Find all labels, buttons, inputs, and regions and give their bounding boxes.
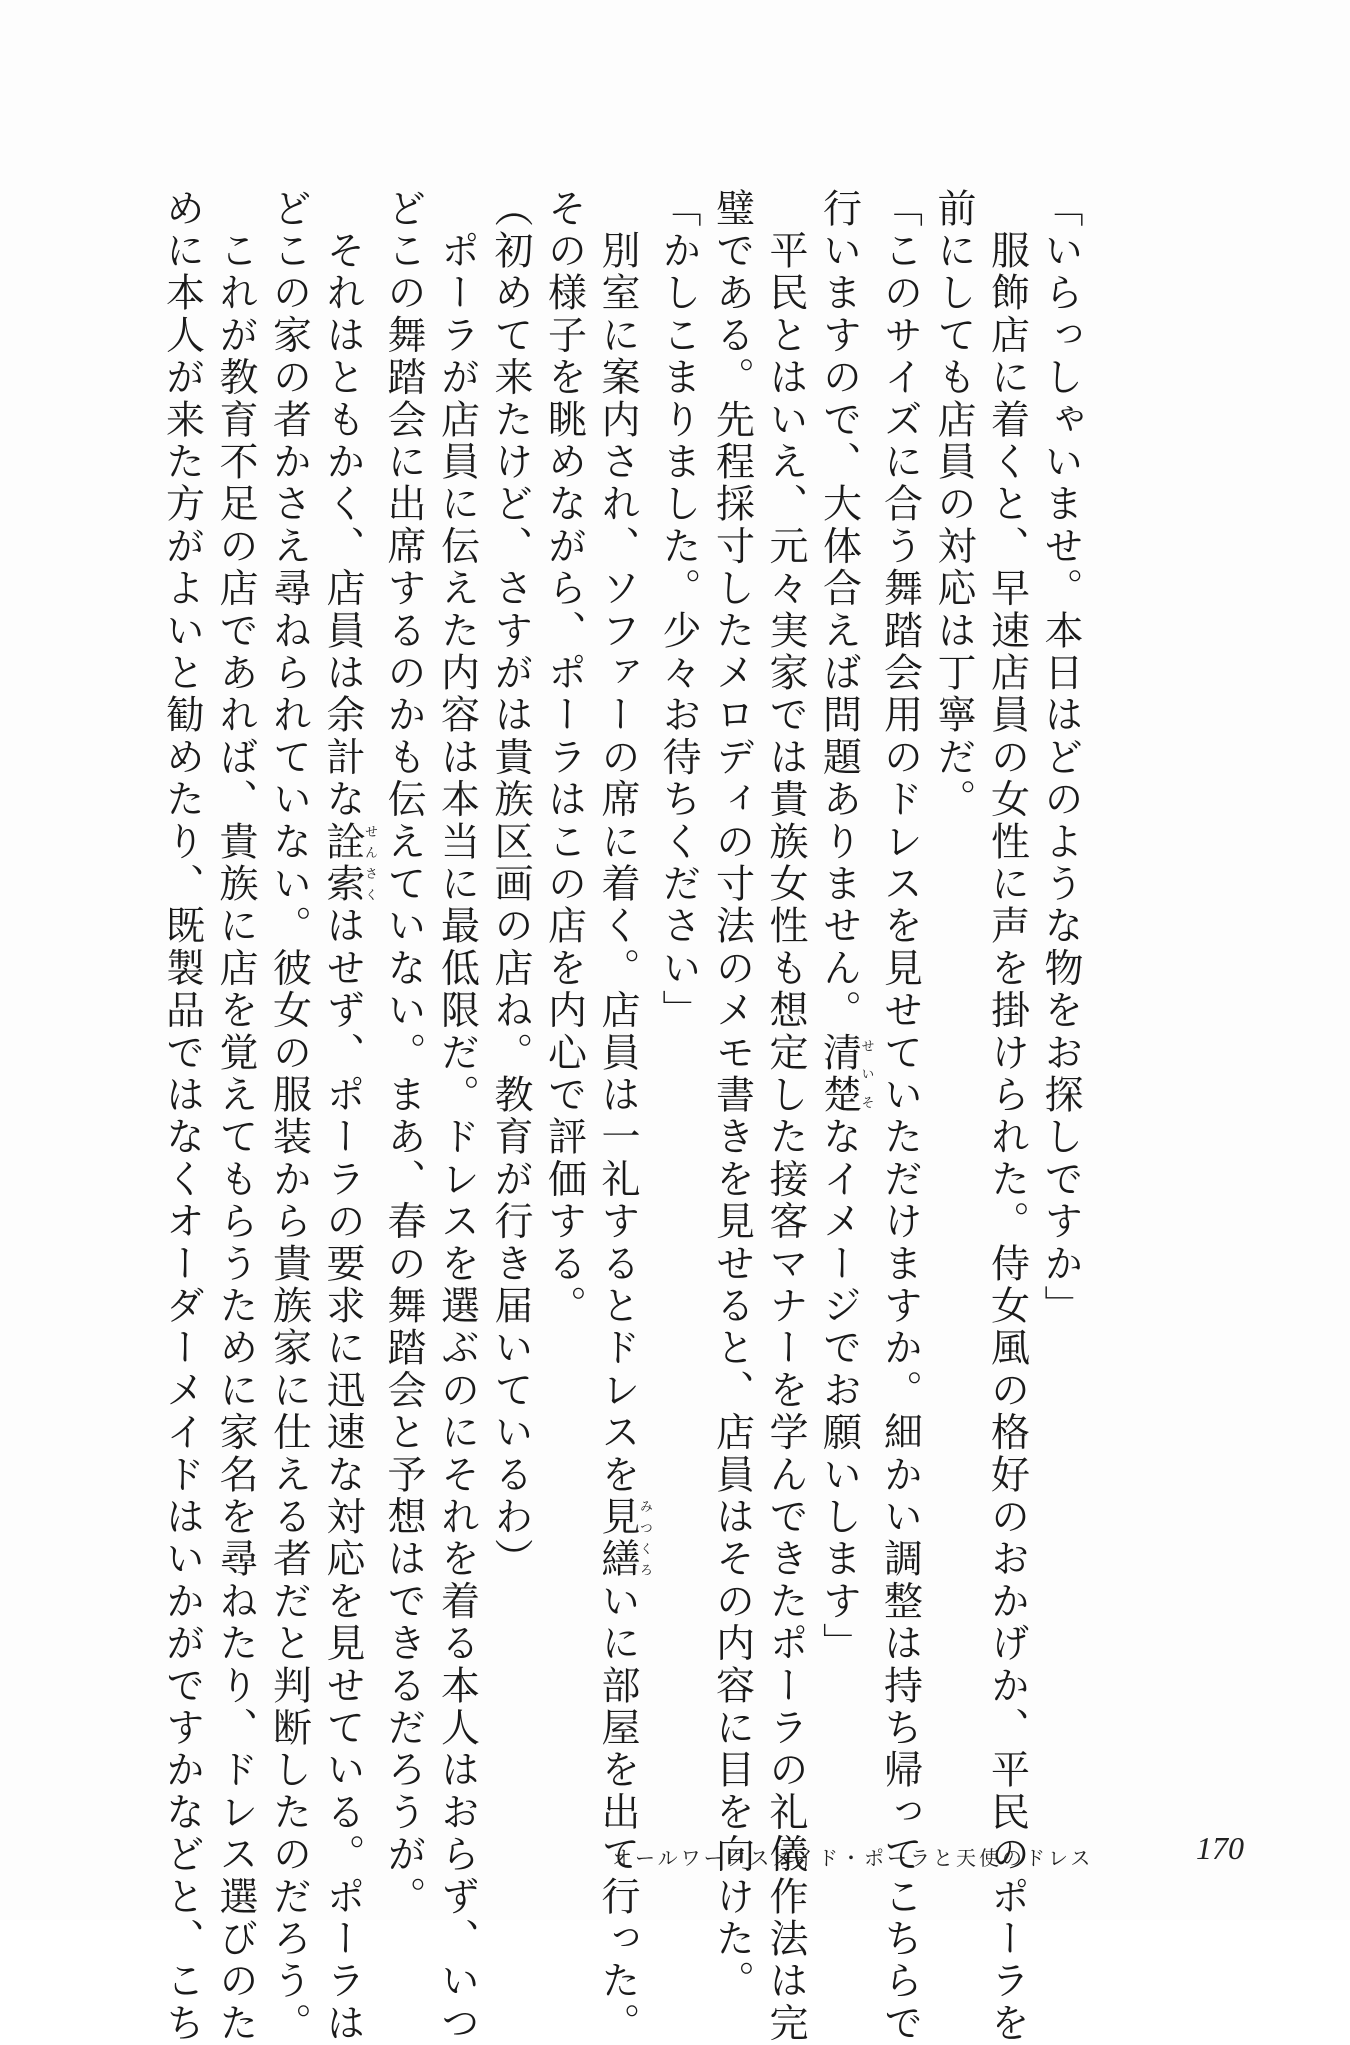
- text-line: どこの舞踏会に出席するのかも伝えていない。まあ、春の舞踏会と予想はできるだろうが。: [381, 188, 426, 1919]
- text-line: 前にしても店員の対応は丁寧だ。: [931, 188, 976, 821]
- furigana-reading: せいそ: [858, 1032, 874, 1117]
- text-line: 平民とはいえ、元々実家では貴族女性も想定した接客マナーを学んできたポーラの礼儀作法は完: [763, 188, 808, 2045]
- furigana-reading: みつくろ: [637, 1496, 652, 1581]
- text-line: ポーラが店員に伝えた内容は本当に最低限だ。ドレスを選ぶのにそれを着る本人はおらず、いつ: [434, 188, 480, 2045]
- text-line: 「このサイズに合う舞踏会用のドレスを見せていただけますか。細かい調整は持ち帰ってこちらで: [877, 188, 923, 2045]
- text-line: 「いらっしゃいませ。本日はどのような物をお探しですか」: [1038, 188, 1083, 1328]
- text-line: これが教育不足の店であれば、貴族に店を覚えてもらうために家名を尋ねたり、ドレス選びのた: [213, 188, 258, 2045]
- text-line: めに本人が来た方がよいと勧めたり、既製品ではなくオーダーメイドはいかがですかなどと、こち: [159, 188, 205, 2045]
- furigana-ruby: 見繕みつくろ: [595, 1496, 652, 1581]
- text-line: その様子を眺めながら、ポーラはこの店を内心で評価する。: [541, 188, 587, 1328]
- text-line: 別室に案内され、ソファーの席に着く。店員は一礼するとドレスを見繕みつくろいに部屋を出て行った。: [595, 188, 652, 2045]
- text-line: 璧である。先程採寸したメロディの寸法のメモ書きを見せると、店員はその内容に目を向けた。: [709, 188, 755, 2003]
- text-line: 「かしこまりました。少々お待ちください」: [656, 188, 701, 1032]
- text-line: （初めて来たけど、さすがは貴族区画の店ね。教育が行き届いているわ）: [488, 188, 533, 1581]
- furigana-ruby: 詮索せんさく: [320, 821, 377, 906]
- text-line: 服飾店に着くと、早速店員の女性に声を掛けられた。侍女風の格好のおかげか、平民のポーラを: [984, 188, 1030, 2045]
- page-number: 170: [1196, 1830, 1244, 1866]
- running-footer-title: オールワークスメイド・ポーラと天使のドレス: [612, 1846, 1094, 1870]
- text-line: どこの家の者かさえ尋ねられていない。彼女の服装から貴族家に仕える者だと判断したのだろう。: [266, 188, 312, 2045]
- furigana-reading: せんさく: [362, 821, 377, 906]
- furigana-ruby: 清楚せいそ: [816, 1032, 874, 1117]
- text-line: それはともかく、店員は余計な詮索せんさくはせず、ポーラの要求に迅速な対応を見せている。ポーラは: [320, 188, 377, 2045]
- text-line: 行いますので、大体合えば問題ありません。清楚せいそなイメージでお願いします」: [816, 188, 874, 1666]
